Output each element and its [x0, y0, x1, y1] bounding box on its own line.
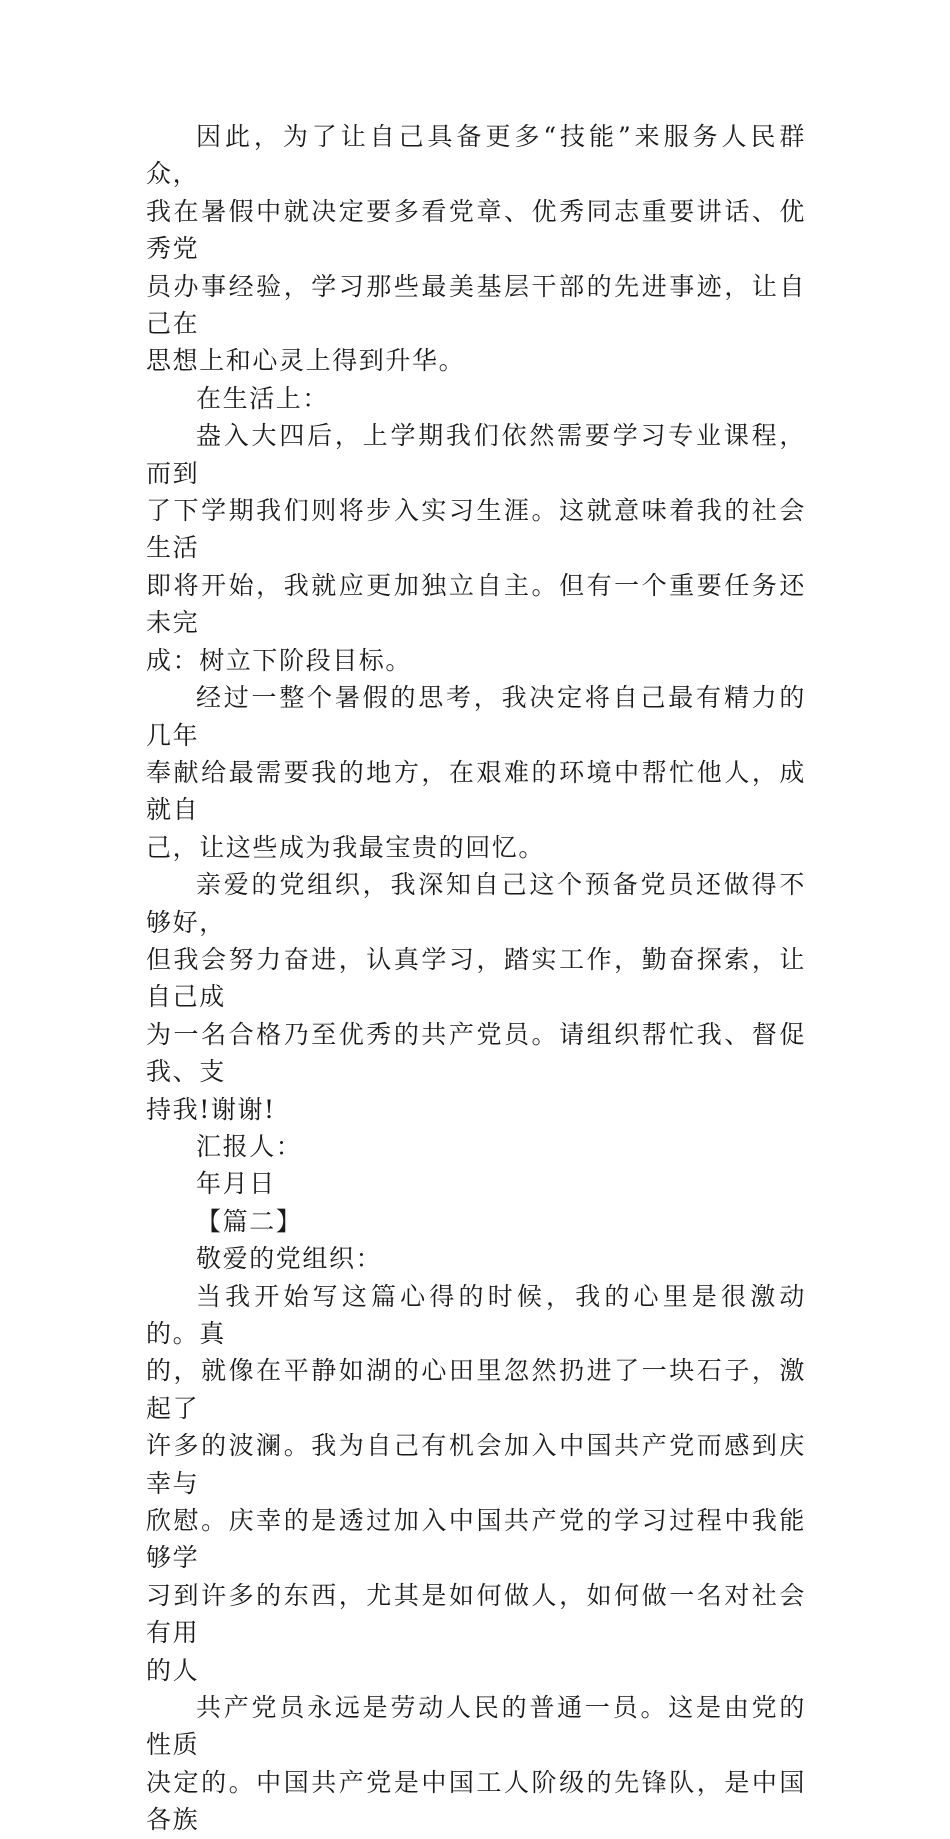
section-heading-part-two: 【篇二】: [196, 1206, 303, 1236]
paragraph-skills: 因此，为了让自己具备更多“技能”来服务人民群众， 我在暑假中就决定要多看党章、优秀同志重要讲话、优秀党 员办事经验，学习那些最美基层干部的先进事迹，让自己在 思想上和心灵上得到升华。: [146, 122, 806, 376]
paragraph-salutation: 敬爱的党组织：: [196, 1244, 383, 1274]
paragraph-reporter: 汇报人：: [196, 1131, 303, 1161]
paragraph-feelings: 当我开始写这篇心得的时候，我的心里是很激动的。真 的，就像在平静如湖的心田里忽然扔进了一块石子，激起了 许多的波澜。我为自己有机会加入中国共产党而感到庆幸与 欣慰。庆幸的是透过加入中国共产党的学习过程中我能够学 习到许多的东西，尤其是如何做人，如何做一名对社会有用 的人: [146, 1281, 806, 1685]
paragraph-party-commitment: 亲爱的党组织，我深知自己这个预备党员还做得不够好， 但我会努力奋进，认真学习，踏实工作，勤奋探索，让自己成 为一名合格乃至优秀的共产党员。请组织帮忙我、督促我、支 持我!谢谢!: [146, 870, 806, 1124]
paragraph-senior-year: 盎入大四后，上学期我们依然需要学习专业课程，而到 了下学期我们则将步入实习生涯。这就意味着我的社会生活 即将开始，我就应更加独立自主。但有一个重要任务还未完 成：树立下阶段目标。: [146, 421, 806, 675]
paragraph-life-heading: 在生活上：: [196, 383, 330, 413]
paragraph-party-member: 共产党员永远是劳动人民的普通一员。这是由党的性质 决定的。中国共产党是中国工人阶级的先锋队，是中国各族: [146, 1693, 806, 1835]
paragraph-date: 年月日: [196, 1169, 276, 1199]
paragraph-summer-reflection: 经过一整个暑假的思考，我决定将自己最有精力的几年 奉献给最需要我的地方，在艰难的环境中帮忙他人，成就自 己，让这些成为我最宝贵的回忆。: [146, 683, 806, 862]
document-body: [146, 118, 806, 1839]
